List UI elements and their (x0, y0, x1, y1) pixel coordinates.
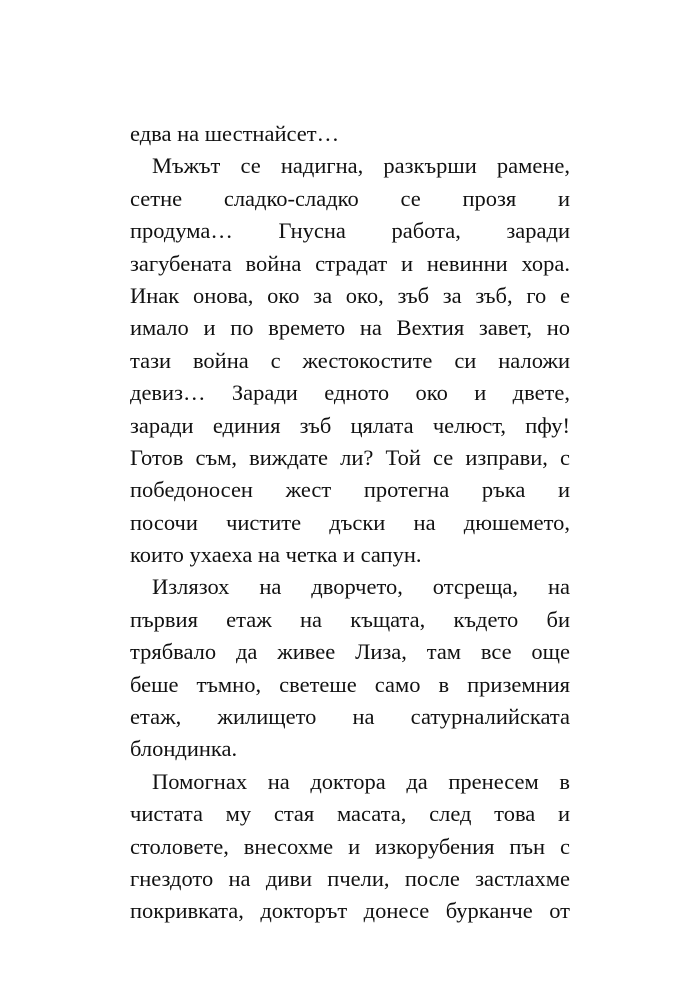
text-line: Помогнах на доктора да пренесем в (152, 768, 570, 794)
text-line: посочи чистите дъски на дюшемето, (130, 509, 570, 535)
text-line: Готов съм, виждате ли? Той се изправи, с (130, 444, 570, 470)
text-line: блондинка. (130, 736, 238, 762)
text-line: беше тъмно, светеше само в приземния (130, 671, 570, 697)
text-line: които ухаеха на четка и сапун. (130, 542, 422, 568)
text-line: етаж, жилището на сатурналийската (130, 704, 570, 730)
text-line: заради единия зъб цялата челюст, пфу! (130, 412, 570, 438)
text-line: първия етаж на къщата, където би (130, 606, 570, 632)
text-line: загубената война страдат и невинни хора. (130, 250, 570, 276)
body-text (130, 118, 570, 928)
text-line: Инак онова, око за око, зъб за зъб, го е (130, 282, 570, 308)
paragraph (130, 766, 570, 928)
text-line: победоносен жест протегна ръка и (130, 477, 570, 503)
paragraph (130, 150, 570, 571)
text-line: сетне сладко-сладко се прозя и (130, 185, 570, 211)
text-line: имало и по времето на Вехтия завет, но (130, 315, 570, 341)
paragraph (130, 571, 570, 765)
text-line: девиз… Заради едното око и двете, (130, 380, 570, 406)
text-line: Излязох на дворчето, отсреща, на (152, 574, 570, 600)
text-line: покривката, докторът донесе бурканче от (130, 898, 570, 924)
text-line: гнездото на диви пчели, после застлахме (130, 865, 570, 891)
text-line: едва на шестнайсет… (130, 121, 340, 146)
text-line: трябвало да живее Лиза, там все още (130, 639, 570, 665)
text-line: чистата му стая масата, след това и (130, 801, 570, 827)
text-line: Мъжът се надигна, разкърши рамене, (152, 153, 570, 179)
paragraph (130, 118, 570, 150)
text-line: тази война с жестокостите си наложи (130, 347, 570, 373)
text-line: столовете, внесохме и изкорубения пън с (130, 833, 570, 859)
text-line: продума… Гнусна работа, заради (130, 218, 570, 244)
